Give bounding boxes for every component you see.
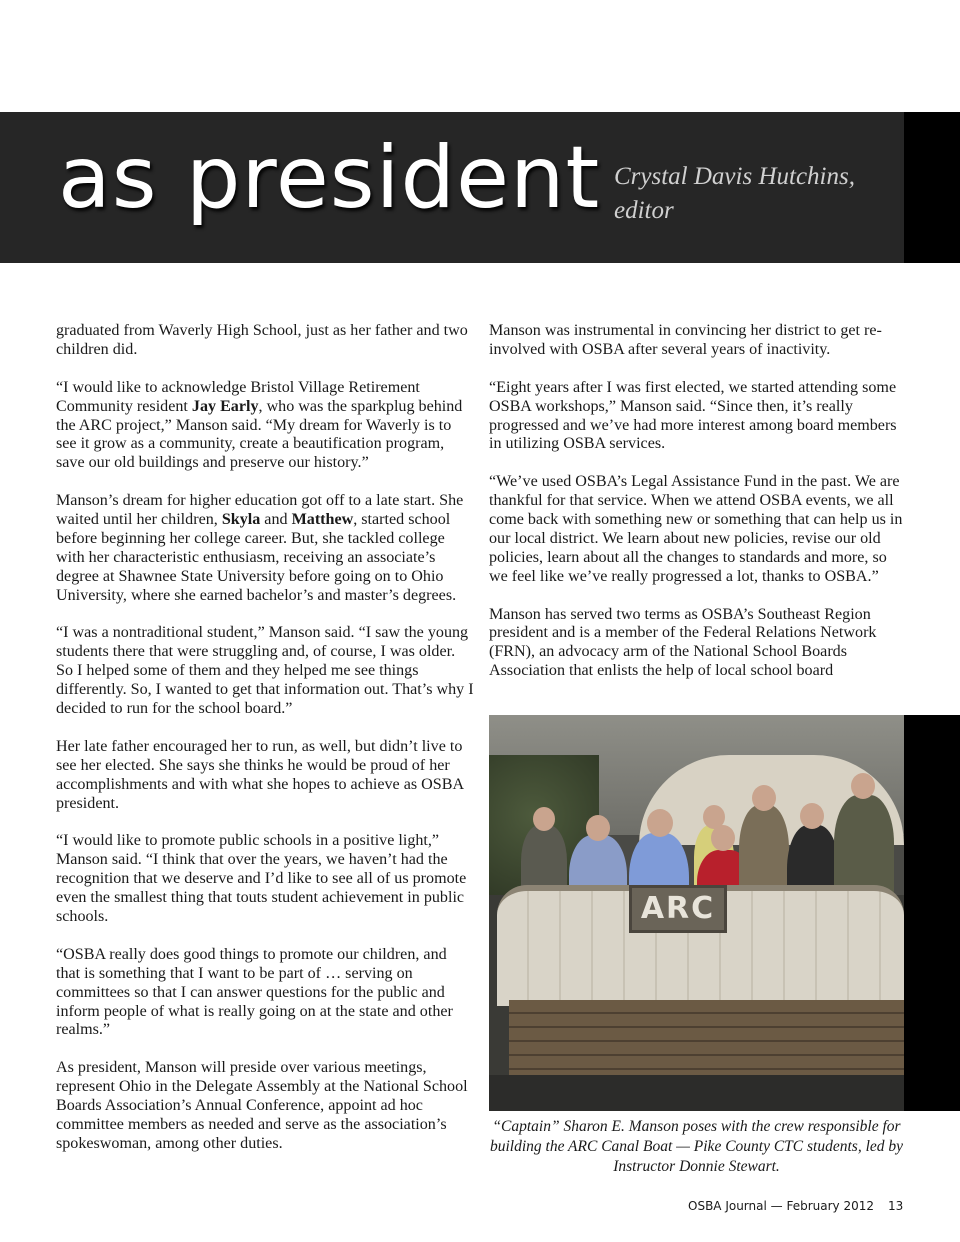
photo-water <box>489 1075 904 1111</box>
photo-person-head <box>533 807 555 831</box>
photo-person-head <box>752 785 776 811</box>
page-number: 13 <box>888 1199 904 1213</box>
photo-person-head <box>851 773 875 799</box>
photo-person-head <box>800 803 824 829</box>
banner-edge <box>904 112 960 263</box>
body-paragraph: Manson’s dream for higher education got off to a late start. She waited until her children, Skyla and Matthew, started school before beginning her college career. But, she tackled college with her characteristic enthusiasm, receiving an associate’s degree at Shawnee State University before going on to Ohio University, where she earned bachelor’s and master’s degrees. <box>56 492 464 604</box>
body-paragraph: As president, Manson will preside over various meetings, represent Ohio in the Delegate Assembly at the National School Boards Association’s Annual Conference, appoint ad hoc committee members as needed and serve as the association’s spokeswoman, among other duties. <box>56 1059 468 1152</box>
footer-publication: OSBA Journal — February 2012 <box>688 1199 874 1213</box>
body-paragraph: Manson was instrumental in convincing her district to get re-involved with OSBA after several years of inactivity. <box>489 322 882 358</box>
right-column <box>489 322 907 700</box>
photo-side-bar <box>904 715 960 1111</box>
photo-caption: “Captain” Sharon E. Manson poses with the crew responsible for building the ARC Canal Boat — Pike County CTC students, led by Instructor Donnie Stewart. <box>489 1118 904 1175</box>
author-byline: Crystal Davis Hutchins, editor <box>614 163 855 224</box>
body-paragraph: “I would like to promote public schools in a positive light,” Manson said. “I think that over the years, we haven’t had the recognition that we deserve and I’d like to see all of us promote even the smallest thing that touts student achievement in public schools. <box>56 832 467 926</box>
arc-canal-boat-photo <box>489 715 904 1111</box>
body-paragraph: “OSBA really does good things to promote our children, and that is something that I want to be part of … serving on committees so that I can answer questions for the public and inform people of what is really going on at the state and other realms.” <box>56 945 453 1039</box>
photo-boat-hull <box>509 1000 904 1080</box>
body-paragraph: Her late father encouraged her to run, as well, but didn’t live to see her elected. She says she thinks he would be proud of her accomplishments and with what she hopes to achieve as OSBA president. <box>56 737 464 812</box>
photo-person-head <box>711 825 735 851</box>
body-paragraph: “I was a nontraditional student,” Manson said. “I saw the young students there that were struggling and, of course, I was older. So I helped some of them and they helped me see things differently. So, I wanted to get that information out. That’s why I decided to run for the school board.” <box>56 624 474 718</box>
body-paragraph: “I would like to acknowledge Bristol Village Retirement Community resident Jay Early, who was the sparkplug behind the ARC project,” Manson said. “My dream for Waverly is to see it grow as a community, create a beautification program, save our old buildings and preserve our history.” <box>56 378 463 472</box>
article-title: as president <box>58 128 601 228</box>
arc-sign: ARC <box>629 885 727 933</box>
body-paragraph: “Eight years after I was first elected, we started attending some OSBA workshops,” Manson said. “Since then, it’s really progressed and we’ve had more interest among board members in utilizing OSBA services. <box>489 378 897 453</box>
body-paragraph: “We’ve used OSBA’s Legal Assistance Fund in the past. We are thankful for that service. When we attend OSBA events, we all come back with something new or something that can help us in our local district. We learn about new policies, revise our old policies, learn about all the changes to standards and more, so we feel like we’ve really progressed a lot, thanks to OSBA.” <box>489 473 903 585</box>
photo-person-head <box>586 815 610 841</box>
body-paragraph: Manson has served two terms as OSBA’s Southeast Region president and is a member of the Federal Relations Network (FRN), an advocacy arm of the National School Boards Association that enlists the help of local school board <box>489 605 877 680</box>
left-column <box>56 322 474 1173</box>
photo-person-head <box>647 809 673 837</box>
body-paragraph: graduated from Waverly High School, just as her father and two children did. <box>56 322 468 358</box>
